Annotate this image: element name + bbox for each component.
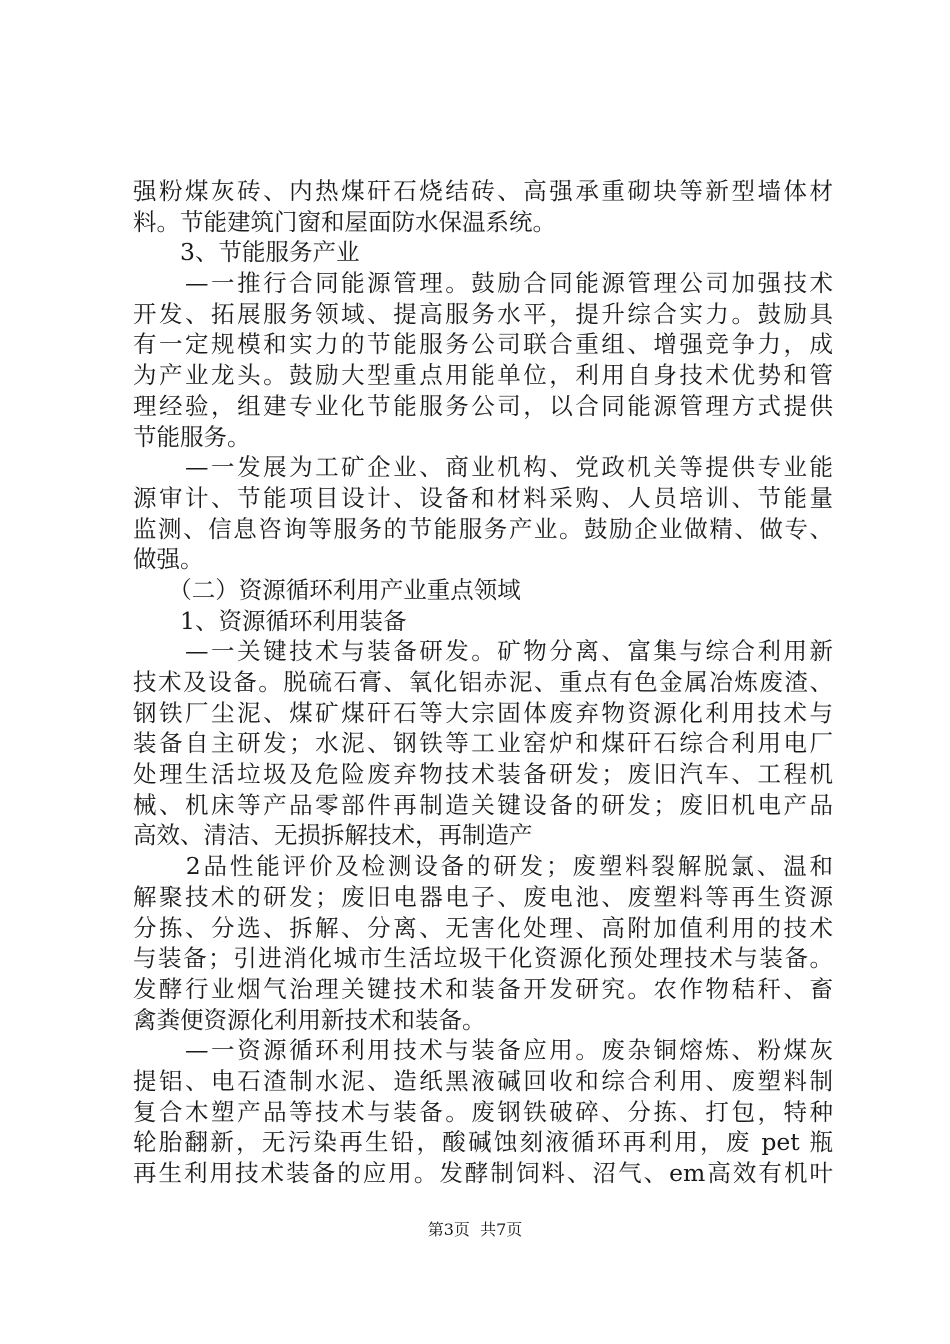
text-line: 械、机床等产品零部件再制造关键设备的研发；废旧机电产品 (133, 790, 833, 819)
text-line: 轮胎翻新，无污染再生铅，酸碱蚀刻液循环再利用，废 pet 瓶 (133, 1128, 833, 1157)
text-line: 源审计、节能项目设计、设备和材料采购、人员培训、节能量 (133, 483, 833, 512)
text-line: 复合木塑产品等技术与装备。废钢铁破碎、分拣、打包，特种 (133, 1097, 833, 1126)
text-line: 与装备；引进消化城市生活垃圾干化资源化预处理技术与装备。 (133, 944, 833, 973)
text-line: —一发展为工矿企业、商业机构、党政机关等提供专业能 (133, 453, 833, 482)
text-line: 处理生活垃圾及危险废弃物技术装备研发；废旧汽车、工程机 (133, 760, 833, 789)
text-line: 强粉煤灰砖、内热煤矸石烧结砖、高强承重砌块等新型墙体材 (133, 177, 833, 205)
text-line: 钢铁厂尘泥、煤矿煤矸石等大宗固体废弃物资源化利用技术与 (133, 698, 833, 727)
text-line: —一关键技术与装备研发。矿物分离、富集与综合利用新 (133, 637, 833, 666)
text-line: 开发、拓展服务领域、提高服务水平，提升综合实力。鼓励具 (133, 299, 833, 328)
text-line: 监测、信息咨询等服务的节能服务产业。鼓励企业做精、做专、 (133, 514, 833, 543)
text-line: 2品性能评价及检测设备的研发；废塑料裂解脱氯、温和 (133, 852, 833, 881)
text-line: —一资源循环利用技术与装备应用。废杂铜熔炼、粉煤灰 (133, 1036, 833, 1065)
text-line: 提铝、电石渣制水泥、造纸黑液碱回收和综合利用、废塑料制 (133, 1066, 833, 1095)
text-line: 有一定规模和实力的节能服务公司联合重组、增强竞争力，成 (133, 330, 833, 359)
text-line: 装备自主研发；水泥、钢铁等工业窑炉和煤矸石综合利用电厂 (133, 729, 833, 758)
text-line: （二）资源循环利用产业重点领域 (133, 575, 521, 604)
text-line: 高效、清洁、无损拆解技术，再制造产 (133, 821, 533, 850)
text-line: 再生利用技术装备的应用。发酵制饲料、沼气、em高效有机叶 (133, 1159, 833, 1187)
text-line: 1、资源循环利用装备 (133, 606, 407, 635)
text-line: 理经验，组建专业化节能服务公司，以合同能源管理方式提供 (133, 391, 833, 420)
text-line: 3、节能服务产业 (133, 238, 360, 267)
text-line: 解聚技术的研发；废旧电器电子、废电池、废塑料等再生资源 (133, 882, 833, 911)
text-line: 禽粪便资源化利用新技术和装备。 (133, 1005, 486, 1034)
page-footer: 第3页 共7页 (427, 1220, 523, 1239)
text-line: 料。节能建筑门窗和屋面防水保温系统。 (133, 207, 556, 236)
text-line: 做强。 (133, 545, 204, 574)
text-line: —一推行合同能源管理。鼓励合同能源管理公司加强技术 (133, 269, 833, 298)
text-line: 为产业龙头。鼓励大型重点用能单位，利用自身技术优势和管 (133, 361, 833, 390)
document-body (133, 176, 833, 1189)
text-line: 技术及设备。脱硫石膏、氧化铝赤泥、重点有色金属冶炼废渣、 (133, 668, 833, 696)
text-line: 分拣、分选、拆解、分离、无害化处理、高附加值利用的技术 (133, 913, 833, 942)
text-line: 节能服务。 (133, 422, 251, 451)
text-line: 发酵行业烟气治理关键技术和装备开发研究。农作物秸秆、畜 (133, 974, 833, 1003)
